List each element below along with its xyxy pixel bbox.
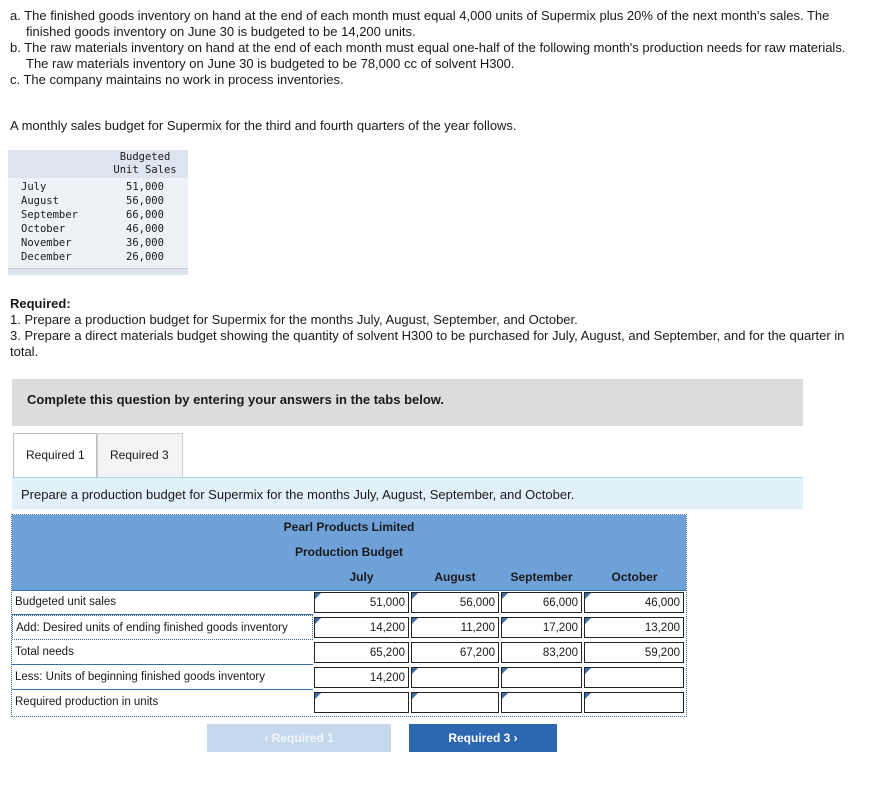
sales-row: October 46,000 <box>21 223 164 235</box>
sales-header-line1: Budgeted <box>119 151 171 163</box>
sales-row: August 56,000 <box>21 195 164 207</box>
sales-lead-text: A monthly sales budget for Supermix for the third and fourth quarters of the year follows. <box>10 118 517 133</box>
sales-budget-table <box>8 150 188 275</box>
input-cell[interactable] <box>411 667 499 688</box>
required-heading: Required: <box>10 296 71 311</box>
input-cell[interactable]: 66,000 <box>501 592 582 613</box>
input-cell[interactable] <box>584 692 684 713</box>
input-cell[interactable]: 46,000 <box>584 592 684 613</box>
company-name: Pearl Products Limited <box>12 515 686 541</box>
banner-text: Complete this question by entering your answers in the tabs below. <box>27 392 445 407</box>
row-label: Less: Units of beginning finished goods inventory <box>12 665 313 690</box>
input-cell[interactable] <box>501 692 582 713</box>
input-cell[interactable]: 67,200 <box>411 642 499 663</box>
tab-instruction <box>12 477 803 509</box>
next-button[interactable]: Required 3 › <box>409 724 557 752</box>
problem-intro <box>10 8 870 88</box>
instruction-text: Prepare a production budget for Supermix for the months July, August, September, and October. <box>21 487 575 502</box>
row-label: Add: Desired units of ending finished goods inventory <box>12 615 313 640</box>
row-label: Budgeted unit sales <box>12 590 313 615</box>
table-row <box>12 615 686 640</box>
intro-item-c: c. The company maintains no work in process inventories. <box>10 72 344 87</box>
tab-required-3[interactable]: Required 3 <box>97 433 183 477</box>
table-row <box>12 590 686 615</box>
col-header-october: October <box>611 570 658 584</box>
intro-item-a: a. The finished goods inventory on hand at the end of each month must equal 4,000 units of Supermix plus 20% of the next month's sales. The finished goods inventory on June 30 is budgeted to be 14,200 units. <box>10 8 830 39</box>
col-header-september: September <box>510 570 573 584</box>
input-cell[interactable]: 65,200 <box>314 642 409 663</box>
table-row <box>12 640 686 665</box>
required-list <box>10 312 870 360</box>
input-cell[interactable] <box>501 667 582 688</box>
input-cell[interactable]: 59,200 <box>584 642 684 663</box>
input-cell[interactable]: 83,200 <box>501 642 582 663</box>
sales-row: November 36,000 <box>21 237 164 249</box>
budget-title: Production Budget <box>12 540 686 566</box>
instruction-banner <box>12 379 803 426</box>
production-budget-table <box>11 514 687 717</box>
required-item-3: 3. Prepare a direct materials budget showing the quantity of solvent H300 to be purchased for July, August, and September, and for the quarter in total. <box>10 328 845 359</box>
intro-item-b: b. The raw materials inventory on hand at the end of each month must equal one-half of the following month's production needs for raw materials. The raw materials inventory on June 30 is budgeted to be 78,000 cc of solvent H300. <box>10 40 846 71</box>
input-cell[interactable]: 11,200 <box>411 617 499 638</box>
col-header-august: August <box>434 570 476 584</box>
input-cell[interactable]: 14,200 <box>314 667 409 688</box>
input-cell[interactable] <box>584 667 684 688</box>
input-cell[interactable]: 56,000 <box>411 592 499 613</box>
sales-table-footer <box>8 268 188 275</box>
tab-required-1[interactable]: Required 1 <box>13 433 97 477</box>
required-item-1: 1. Prepare a production budget for Supermix for the months July, August, September, and October. <box>10 312 578 327</box>
col-header-july: July <box>349 570 374 584</box>
table-row <box>12 665 686 690</box>
table-row <box>12 690 686 715</box>
sales-table-header <box>8 150 188 178</box>
row-label: Total needs <box>12 640 313 665</box>
sales-row: September 66,000 <box>21 209 164 221</box>
column-header-row <box>12 565 686 591</box>
input-cell[interactable]: 17,200 <box>501 617 582 638</box>
input-cell[interactable]: 13,200 <box>584 617 684 638</box>
input-cell[interactable] <box>314 692 409 713</box>
input-cell[interactable]: 51,000 <box>314 592 409 613</box>
sales-row: July 51,000 <box>21 181 164 193</box>
input-cell[interactable]: 14,200 <box>314 617 409 638</box>
input-cell[interactable] <box>411 692 499 713</box>
prev-button[interactable]: ‹ Required 1 <box>207 724 391 752</box>
row-label: Required production in units <box>15 696 159 708</box>
sales-row: December 26,000 <box>21 251 164 263</box>
sales-header-line2: Unit Sales <box>113 164 177 176</box>
